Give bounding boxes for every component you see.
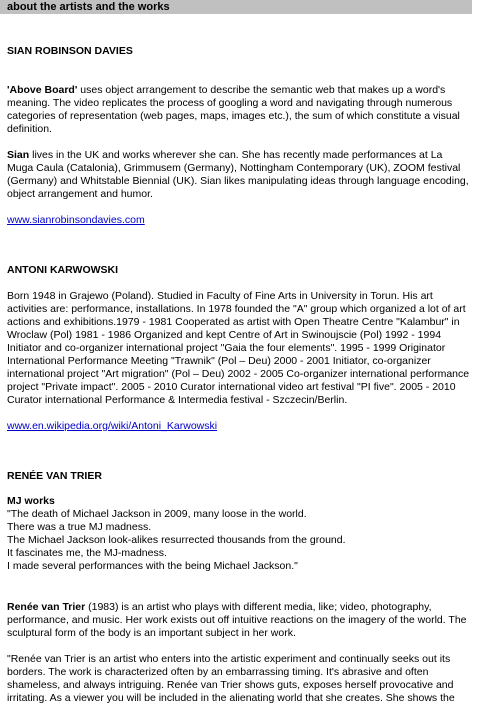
work-title: 'Above Board': [7, 84, 78, 96]
artist-bio: Born 1948 in Grajewo (Poland). Studied in Faculty of Fine Arts in University in Torun. His art activities are: performance, installations. In 1978 founded the "A" group which organized a lot of art actions and exhibitions.1979 - 1981 Cooperated as artist with Open Theatre Centre "Kalambur" in Wroclaw (Pol) 1981 - 1986 Organized and kept Centre of Art in Swinoujscie (Pol) 1992 - 1994 Initiator and co-organizer international project "Gaia the four elements". 1995 - 1999 Originator International Performance Meeting "Trawnik" (Pol – Deu) 2000 - 2001 Initiator, co-organizer international project "Art migration" (Pol – Deu) 2002 - 2005 Co-organizer international performance project "Private impact". 2005 - 2010 Curator international video art festival "PI five". 2005 - 2010 Curator international Performance & Intermedia festival - Szczecin/Berlin.: [7, 290, 470, 406]
artist-section-antoni: [7, 264, 471, 433]
work-title: MJ works: [7, 495, 55, 507]
quote-line: I made several performances with the being Michael Jackson.": [7, 560, 298, 572]
artist-section-renee: [7, 470, 471, 705]
bio-text: lives in the UK and works wherever she can. She has recently made performances at La Muga Caula (Catalonia), Grimmusem (Germany), Nottingham Contemporary (UK), ZOOM festival (Germany) and Whitstable Biennial (UK). Sian likes manipulating ideas through language encoding, object arrangement and humor.: [7, 149, 469, 200]
artist-name: ANTONI KARWOWSKI: [7, 264, 119, 276]
artist-name: RENÉE VAN TRIER: [7, 470, 102, 482]
artist-name: SIAN ROBINSON DAVIES: [7, 45, 133, 57]
quote-line: The Michael Jackson look-alikes resurrected thousands from the ground.: [7, 534, 346, 546]
work-text: uses object arrangement to describe the semantic web that makes up a word's meaning. The video replicates the process of googling a word and navigating through numerous categories of representation (web pages, maps, images etc.), the sum of which constitute a visual definition.: [7, 84, 460, 135]
quote-line: It fascinates me, the MJ-madness.: [7, 547, 167, 559]
section-header: about the artists and the works: [0, 0, 472, 14]
quote-line: There was a true MJ madness.: [7, 521, 152, 533]
bio-text: (1983) is an artist who plays with different media, like; video, photography, performance, and music. Her work exists out off intuitive reactions on the imagery of the world. The sculptural form of the body is an important subject in her work.: [7, 601, 467, 639]
bio-lead: Renée van Trier: [7, 601, 86, 613]
artist-website-link[interactable]: www.sianrobinsondavies.com: [7, 214, 145, 226]
artist-bio: [7, 601, 471, 640]
critic-quote: "Renée van Trier is an artist who enters into the artistic experiment and continually seeks out its borders. The work is characterized often by an embarrassing timing. It's abrasive and often shameless, and always intriguing. Renée van Trier shows guts, exposes herself provocative and irritating. As a viewer you will be included in the alienating world that she creates. She shows the: [7, 653, 455, 704]
quote-line: "The death of Michael Jackson in 2009, many loose in the world.: [7, 508, 307, 520]
work-description: [7, 84, 471, 136]
artist-section-sian: [7, 45, 471, 227]
artist-bio: [7, 149, 471, 201]
bio-lead: Sian: [7, 149, 30, 161]
artist-website-link[interactable]: www.en.wikipedia.org/wiki/Antoni_Karwowski: [7, 420, 218, 432]
work-quote: [7, 508, 471, 573]
